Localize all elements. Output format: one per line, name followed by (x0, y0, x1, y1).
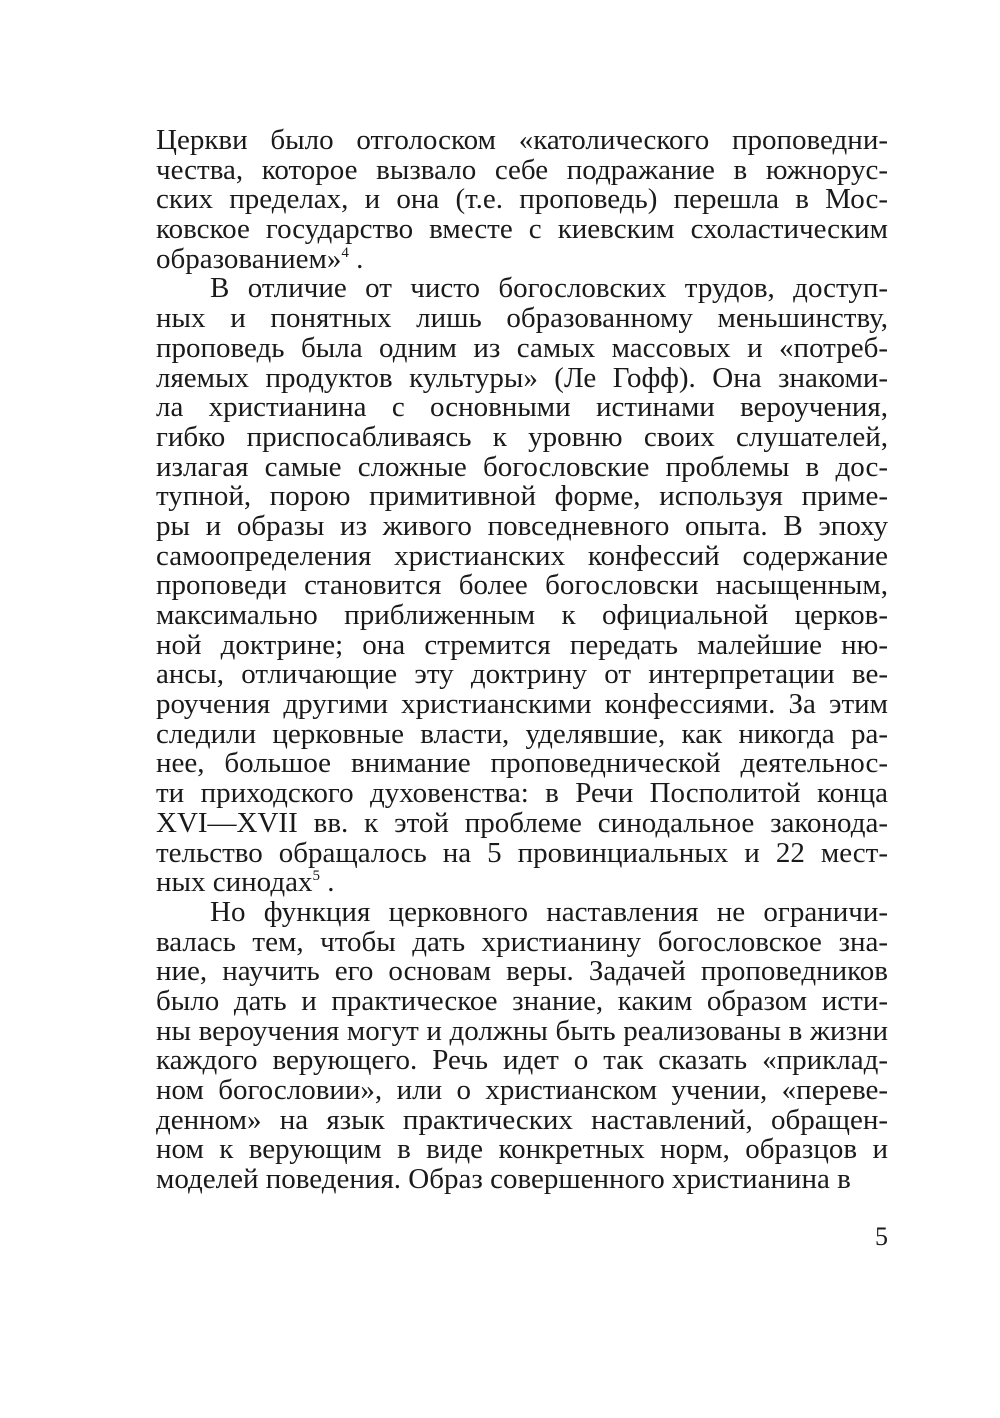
line-punctuation: . (348, 242, 364, 275)
page-number: 5 (875, 1222, 888, 1251)
text-line: гибко приспосабливаясь к уровню своих слушателей, (156, 420, 888, 453)
text-line: Церкви было отголоском «католического проповедни- (156, 124, 888, 156)
paragraph (156, 274, 888, 897)
text-line: проповеди становится более богословски насыщенным, (156, 569, 888, 602)
line-punctuation: . (319, 866, 335, 899)
text-line: ном к верующим в виде конкретных норм, образцов и (156, 1133, 888, 1166)
text-line: XVI—XVII вв. к этой проблеме синодальное законода- (156, 806, 888, 839)
text-line: ном богословии», или о христианском учении, «переве- (156, 1074, 888, 1106)
text-line: ных и понятных лишь образованному меньшинству, (156, 302, 888, 335)
text-line: максимально приближенным к официальной церков- (156, 599, 888, 631)
text-line: ти приходского духовенства: в Речи Посполитой конца (156, 777, 888, 810)
paragraph (156, 126, 888, 274)
text-line (156, 242, 888, 275)
text-line: ны вероучения могут и должны быть реализованы в жизни (156, 1014, 888, 1047)
paragraph (156, 895, 888, 1196)
text-line: ной доктрине; она стремится передать малейшие ню- (156, 628, 888, 661)
text-line: тельство обращалось на 5 провинциальных и 22 мест- (156, 836, 888, 869)
page-body (156, 126, 888, 1195)
line-text: образованием» (156, 242, 342, 275)
text-line: ла христианина с основными истинами вероучения, (156, 391, 888, 424)
text-line: В отличие от чисто богословских трудов, доступ- (210, 272, 888, 305)
text-line: роучения другими христианскими конфессиями. За этим (156, 688, 888, 721)
text-line: денном» на язык практических наставлений, обращен- (156, 1103, 888, 1136)
text-line: следили церковные власти, уделявшие, как никогда ра- (156, 717, 888, 750)
text-line: валась тем, чтобы дать христианину богословское зна- (156, 925, 888, 958)
text-line: проповедь была одним из самых массовых и «потреб- (156, 331, 888, 364)
line-text: ных синодах (156, 866, 313, 899)
text-line: ковское государство вместе с киевским схоластическим (156, 213, 888, 246)
text-line: самоопределения христианских конфессий содержание (156, 539, 888, 572)
text-line: излагая самые сложные богословские проблемы в дос- (156, 450, 888, 483)
text-line: ры и образы из живого повседневного опыта. В эпоху (156, 509, 888, 542)
text-line: чества, которое вызвало себе подражание в южнорус- (156, 153, 888, 186)
text-line: ских пределах, и она (т.е. проповедь) перешла в Мос- (156, 183, 888, 216)
text-line: моделей поведения. Образ совершенного христианина в (156, 1163, 851, 1196)
text-line: ние, научить его основам веры. Задачей проповедников (156, 955, 888, 988)
text-line: тупной, порою примитивной форме, используя приме- (156, 480, 888, 513)
text-line: каждого верующего. Речь идет о так сказать «приклад- (156, 1044, 888, 1077)
text-line (156, 868, 888, 898)
footnote-marker[interactable]: 4 (341, 244, 349, 261)
text-line: было дать и практическое знание, каким образом исти- (156, 984, 888, 1017)
footnote-marker[interactable]: 5 (312, 868, 320, 885)
text-line: Но функция церковного наставления не ограничи- (210, 895, 888, 928)
text-line: ансы, отличающие эту доктрину от интерпретации ве- (156, 658, 888, 691)
text-line: нее, большое внимание проповеднической деятельнос- (156, 747, 888, 780)
text-line: ляемых продуктов культуры» (Ле Гофф). Она знакоми- (156, 361, 888, 394)
